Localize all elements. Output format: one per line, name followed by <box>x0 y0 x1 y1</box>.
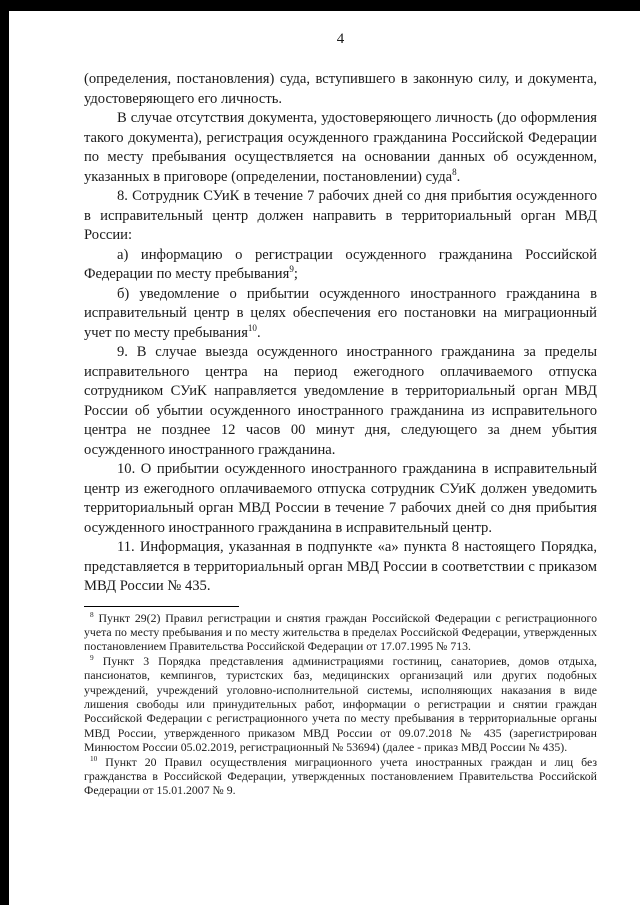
footnote-separator <box>84 606 239 607</box>
footnotes <box>84 611 597 798</box>
paragraph: 10. О прибытии осужденного иностранного гражданина в исправительный центр из ежегодного оплачиваемого отпуска сотрудник СУиК должен уведомить территориальный орган МВД России в течение 7 рабочих дней со дня прибытия осужденного иностранного гражданина в исправительный центр. <box>84 461 597 536</box>
paragraph: В случае отсутствия документа, удостоверяющего личность (до оформления такого документа), регистрация осужденного гражданина Российской Федерации по месту пребывания осуществляется на основании данных об осужденном, указанных в приговоре (определении, постановлении) суда$^8$. <box>84 110 597 185</box>
paragraph: 9. В случае выезда осужденного иностранного гражданина за пределы исправительного центра на период ежегодного оплачиваемого отпуска сотрудником СУиК направляется уведомление в территориальный орган МВД России об убытии осужденного иностранного гражданина из исправительного центра не позднее 12 часов 00 минут дня, следующего за днем убытия осужденного иностранного гражданина. <box>84 344 597 458</box>
footnote-marker: 8 <box>90 609 94 619</box>
footnote-ref: 9 <box>289 264 294 275</box>
footnote: $^8$ Пункт 29(2) Правил регистрации и снятия граждан Российской Федерации с регистрационного учета по месту пребывания и по месту жительства в пределах Российской Федерации, утвержденных постановлением Правительства Российской Федерации от 17.07.1995 № 713. <box>84 609 597 654</box>
footnote-marker: 9 <box>90 652 94 662</box>
footnote: $^{10}$ Пункт 20 Правил осуществления миграционного учета иностранных граждан и лиц без гражданства в Российской Федерации, утвержденных постановлением Правительства Российской Федерации от 15.01.2007 № 9. <box>84 753 597 798</box>
footnote-ref: 10 <box>247 322 257 333</box>
page-number: 4 <box>336 31 345 47</box>
footnote-ref: 8 <box>452 166 457 177</box>
paragraph: а) информацию о регистрации осужденного гражданина Российской Федерации по месту пребывания$^9$; <box>84 246 597 282</box>
paragraph: 11. Информация, указанная в подпункте «а» пункта 8 настоящего Порядка, представляется в территориальный орган МВД России в соответствии с приказом МВД России № 435. <box>84 539 597 594</box>
page-content <box>84 0 597 798</box>
scan-border-left <box>0 0 9 905</box>
paragraph: б) уведомление о прибытии осужденного иностранного гражданина в исправительный центр в целях обеспечения его постановки на миграционный учет по месту пребывания$^{10}$. <box>84 285 597 341</box>
document-body <box>84 70 597 597</box>
footnote-marker: 10 <box>90 753 98 763</box>
footnote: $^9$ Пункт 3 Порядка представления администрациями гостиниц, санаториев, домов отдыха, пансионатов, кемпингов, туристских баз, медицинских организаций или других подобных учреждений, учреждений уголовно-исполнительной системы, исполняющих наказания в виде лишения свободы или принудительных работ, информации о регистрации и снятии граждан Российской Федерации с регистрационного учета по месту пребывания в территориальные органы МВД России, утвержденного приказом МВД России от 09.07.2018 № 435 (зарегистрирован Минюстом России 05.02.2019, регистрационный № 53694) (далее - приказ МВД России № 435). <box>84 652 597 755</box>
paragraph: 8. Сотрудник СУиК в течение 7 рабочих дней со дня прибытия осужденного в исправительный центр должен направить в территориальный орган МВД России: <box>84 188 597 243</box>
paragraph: (определения, постановления) суда, вступившего в законную силу, и документа, удостоверяющего его личность. <box>84 71 597 107</box>
